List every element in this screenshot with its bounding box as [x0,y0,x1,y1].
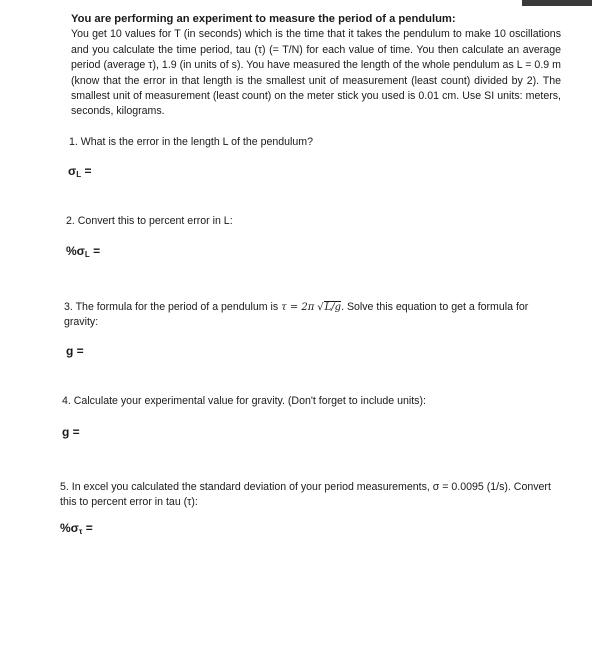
answer-line-1 [68,164,91,179]
intro-title: You are performing an experiment to measure the period of a pendulum: [71,13,456,25]
question-3 [64,300,534,330]
question-4: 4. Calculate your experimental value for gravity. (Don't forget to include units): [62,395,426,407]
answer-line-5 [60,521,93,536]
top-bar-dark-segment [522,0,592,6]
question-3-text-after: . Solve this equation to get a formula for gravity: [64,301,529,328]
answer-line-4: g = [62,425,80,439]
question-2: 2. Convert this to percent error in L: [66,215,233,227]
subscript-L: L [84,250,90,259]
subscript-tau: τ [78,527,83,536]
equals-sign: = [89,244,101,258]
percent-sigma: %σ [60,521,79,535]
intro-body: You get 10 values for T (in seconds) which is the time that it takes the pendulum to make 10 oscillations and you calculate the time period, tau (τ) (= T/N) for each value of time. You then calculate an average period (average τ), 1.9 (in units of s). You have measured the length of the whole pendulum as L = 0.9 m (know that the error in that length is the smallest unit of measurement (least count) divided by 2). The smallest unit of measurement (least count) on the meter stick you used is 0.01 cm. Use SI units: meters, seconds, kilograms. [71,28,561,118]
sigma-symbol: σ [68,164,77,178]
period-formula-lhs: τ = 2π [281,302,315,313]
equals-sign: = [82,521,93,535]
answer-line-3: g = [66,344,84,358]
question-1: 1. What is the error in the length L of the pendulum? [69,136,313,148]
question-3-text-before: 3. The formula for the period of a pendulum is [64,301,282,313]
equals-sign: = [81,164,92,178]
sqrt-icon: √ [317,302,324,313]
answer-line-2 [66,244,100,259]
period-formula-radicand: L/g [324,302,342,313]
subscript-L: L [76,170,82,179]
intro-paragraph [71,12,561,120]
top-bar [0,0,592,6]
question-5: 5. In excel you calculated the standard deviation of your period measurements, σ = 0.0095 (1/s). Convert this to percent error in tau (τ): [60,481,551,508]
percent-sigma: %σ [66,244,85,258]
